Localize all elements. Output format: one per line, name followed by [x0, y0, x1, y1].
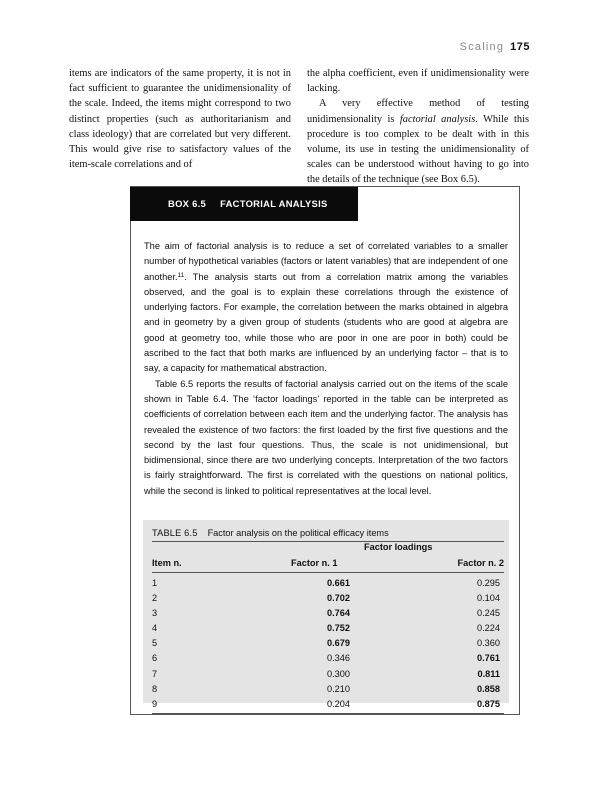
factor-2-cell: 0.224 — [477, 623, 500, 634]
page-number: 175 — [510, 41, 530, 53]
group-header: Factor loadings — [364, 542, 433, 552]
factor-1-cell: 0.300 — [327, 668, 350, 679]
paragraph-text: The aim of factorial analysis is to reduce a set of correlated variables to a smaller number of hypothetical variables (factors or latent variables) that are independent of one another. — [144, 241, 508, 282]
table-row — [152, 667, 504, 682]
factor-1-cell: 0.204 — [327, 698, 350, 709]
box-6-5 — [130, 186, 520, 715]
footnote-ref: 11 — [177, 271, 185, 279]
table-6-5 — [143, 520, 509, 709]
table-title: Factor analysis on the political efficacy items — [207, 528, 389, 538]
table-rows — [152, 576, 504, 712]
table-row — [152, 651, 504, 666]
factor-2-cell: 0.858 — [477, 683, 500, 694]
factor-2-cell: 0.761 — [477, 653, 500, 664]
item-cell: 6 — [152, 653, 158, 664]
factor-2-cell: 0.245 — [477, 608, 500, 619]
table-row — [152, 576, 504, 591]
right-column-paragraph-1: the alpha coefficient, even if unidimensionality were lacking. — [307, 68, 529, 95]
box-title-bar — [130, 187, 358, 221]
column-header-factor-2: Factor n. 2 — [457, 558, 504, 568]
table-row — [152, 606, 504, 621]
column-header-item: Item n. — [152, 558, 182, 568]
table-label: TABLE 6.5 — [152, 528, 198, 538]
box-paragraph-1 — [144, 239, 508, 377]
factor-1-cell: 0.679 — [327, 638, 350, 649]
factor-1-cell: 0.702 — [327, 593, 350, 604]
left-column-paragraph: items are indicators of the same property, it is not in fact sufficient to guarantee the unidimensionality of the scale. Indeed, the items might correspond to two distinct properties (such as authoritarianism and class ideology) that are correlated but very different. This would give rise to satisfactory values of the item-scale correlations and of — [69, 68, 291, 171]
box-number: BOX 6.5 — [168, 198, 207, 209]
paragraph-text: . While this procedure is too complex to be dealt with in this volume, its use in testing the unidimensionality of scales can be understood without having to go into the details of the technique (see Box 6.5). — [307, 113, 529, 186]
factor-1-cell: 0.210 — [327, 683, 350, 694]
factor-1-cell: 0.752 — [327, 623, 350, 634]
table-header-rule — [152, 572, 504, 573]
factor-2-cell: 0.104 — [477, 593, 500, 604]
item-cell: 9 — [152, 698, 158, 709]
column-header-factor-1: Factor n. 1 — [291, 558, 338, 568]
table-row — [152, 591, 504, 606]
right-column — [307, 66, 529, 188]
factor-2-cell: 0.360 — [477, 638, 500, 649]
paragraph-text: A very effective method of testing unidimensionality is — [307, 98, 529, 125]
factor-2-cell: 0.811 — [477, 668, 500, 679]
paragraph-text: . The analysis starts out from a correlation matrix among the variables observed, and the goal is to explain these correlations through the existence of underlying factors. For example, the correlation between the marks obtained in algebra and in geometry by a given group of students (students who are good at algebra are good at geometry too, while those who are poor in one are poor in both) could be ascribed to the fact that both marks are influenced by an underlying factor – that is to say, a capacity for mathematical abstraction. — [144, 271, 508, 374]
factor-1-cell: 0.764 — [327, 608, 350, 619]
item-cell: 2 — [152, 593, 158, 604]
left-column — [69, 66, 291, 172]
running-head-section: Scaling — [459, 41, 505, 53]
item-cell: 7 — [152, 668, 158, 679]
factor-1-cell: 0.346 — [327, 653, 350, 664]
item-cell: 5 — [152, 638, 158, 649]
table-bottom-rule — [152, 713, 504, 714]
table-row — [152, 697, 504, 712]
table-row — [152, 636, 504, 651]
right-column-paragraph-2 — [307, 96, 529, 187]
box-paragraph-2: Table 6.5 reports the results of factorial analysis carried out on the items of the scale shown in Table 6.4. The ‘factor loadings’ reported in the table can be interpreted as coefficients of correlation between each item and the underlying factor. The analysis has revealed the existence of two factors: the first loaded by the first five questions and the second by the last four questions. Thus, the scale is not unidimensional, but bidimensional, since there are two underlying concepts. Interpretation of the two factors is fairly straightforward. The first is correlated with the questions on national politics, while the second is linked to political representatives at the local level. — [144, 378, 508, 496]
box-body — [144, 239, 508, 499]
item-cell: 8 — [152, 683, 158, 694]
factor-2-cell: 0.875 — [477, 698, 500, 709]
item-cell: 4 — [152, 623, 158, 634]
factor-1-cell: 0.661 — [327, 578, 350, 588]
box-title: FACTORIAL ANALYSIS — [220, 198, 328, 209]
table-row — [152, 682, 504, 697]
item-cell: 1 — [152, 578, 158, 588]
table-top-rule — [152, 541, 504, 542]
table-row — [152, 621, 504, 636]
table-caption — [152, 528, 504, 538]
factor-2-cell: 0.295 — [477, 578, 500, 588]
item-cell: 3 — [152, 608, 158, 619]
emphasis-term: factorial analysis — [399, 113, 476, 125]
running-head — [460, 41, 530, 53]
